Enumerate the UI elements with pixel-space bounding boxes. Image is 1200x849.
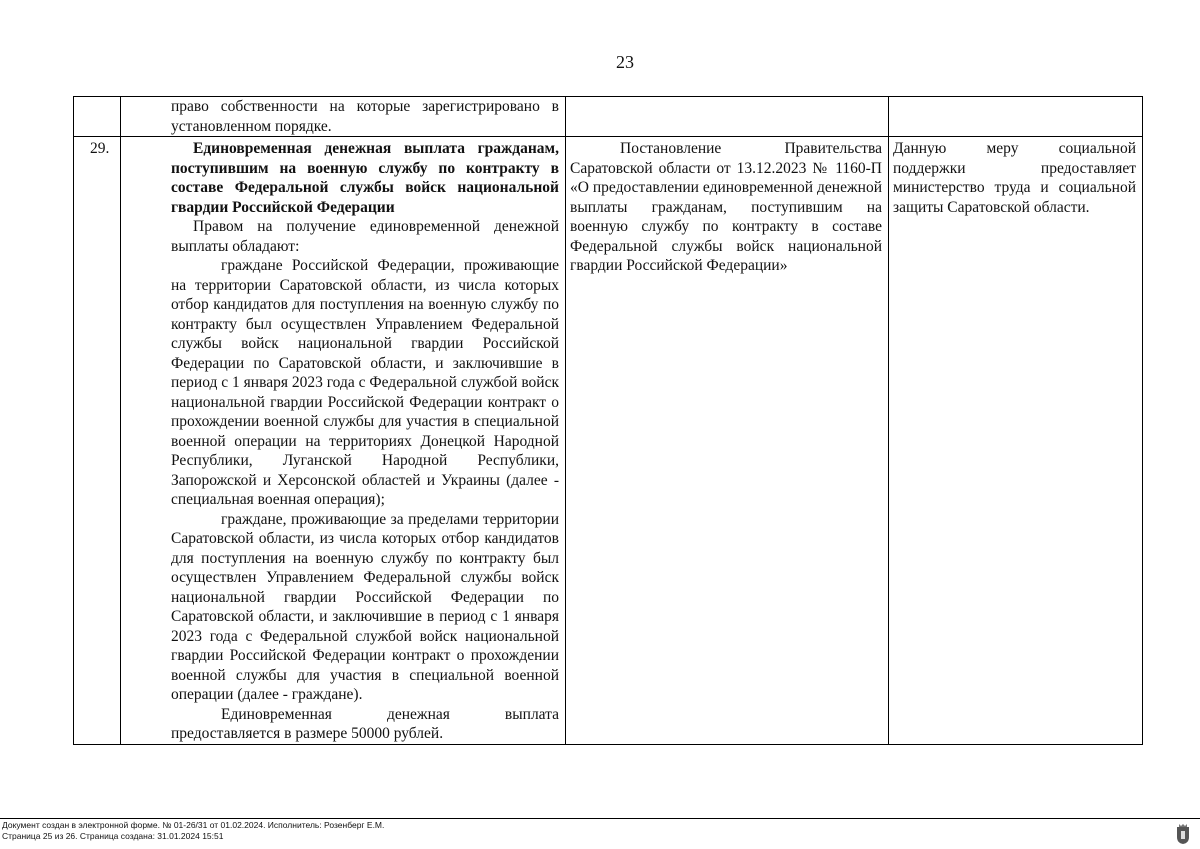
measure-paragraph-4: Единовременная денежная выплата предоставляется в размере 50000 рублей. [171, 705, 559, 742]
provider-text: Данную меру социальной поддержки предоставляет министерство труда и социальной защиты Саратовской области. [893, 140, 1136, 216]
footer-line-2: Страница 25 из 26. Страница создана: 31.01.2024 15:51 [2, 831, 224, 841]
measure-paragraph-3: граждане, проживающие за пределами территории Саратовской области, из числа которых отбор кандидатов для поступления на военную службу по контракту был осуществлен Управлением Федеральной службы войск национальной гвардии Российской Федерации по Саратовской области, и заключившие в период с 1 января 2023 года с Федеральной службой войск национальной гвардии Российской Федерации контракт о прохождении военной службы для участия в специальной военной операции (далее - граждане). [171, 510, 559, 703]
table-row-continuation [74, 97, 1143, 137]
measure-paragraph-2: граждане Российской Федерации, проживающие на территории Саратовской области, из числа которых отбор кандидатов для поступления на военную службу по контракту был осуществлен Управлением Федеральной службы войск национальной гвардии Российской Федерации по Саратовской области, и заключившие в период с 1 января 2023 года с Федеральной службой войск национальной гвардии Российской Федерации контракт о прохождении военной службы для участия в специальной военной операции на территориях Донецкой Народной Республики, Луганской Народной Республики, Запорожской и Херсонской областей и Украины (далее - специальная военная операция); [171, 257, 559, 508]
document-footer [0, 818, 1200, 842]
measures-table [73, 96, 1143, 745]
cell-legal-basis [566, 137, 889, 745]
page-number: 23 [616, 52, 634, 72]
cell-legal-basis [566, 97, 889, 137]
cell-provider [889, 137, 1143, 745]
cell-provider [889, 97, 1143, 137]
row-number-text: 29. [90, 140, 110, 157]
coat-of-arms-icon [1176, 823, 1190, 845]
continuation-text: право собственности на которые зарегистрировано в установленном порядке. [171, 98, 559, 135]
footer-line-1: Документ создан в электронной форме. № 01-26/31 от 01.02.2024. Исполнитель: Розенберг Е.М. [2, 820, 385, 830]
measure-paragraph-1: Правом на получение единовременной денежной выплаты обладают: [171, 218, 559, 255]
cell-description [121, 137, 566, 745]
legal-basis-text: Постановление Правительства Саратовской области от 13.12.2023 № 1160-П «О предоставлении единовременной денежной выплаты гражданам, поступившим на военную службу по контракту в составе Федеральной службы войск национальной гвардии Российской Федерации» [570, 140, 882, 274]
measure-title: Единовременная денежная выплата гражданам, поступившим на военную службу по контракту в составе Федеральной службы войск национальной гвардии Российской Федерации [171, 140, 559, 216]
row-number [74, 137, 121, 745]
table-row-29 [74, 137, 1143, 745]
cell-description [121, 97, 566, 137]
cell-number [74, 97, 121, 137]
